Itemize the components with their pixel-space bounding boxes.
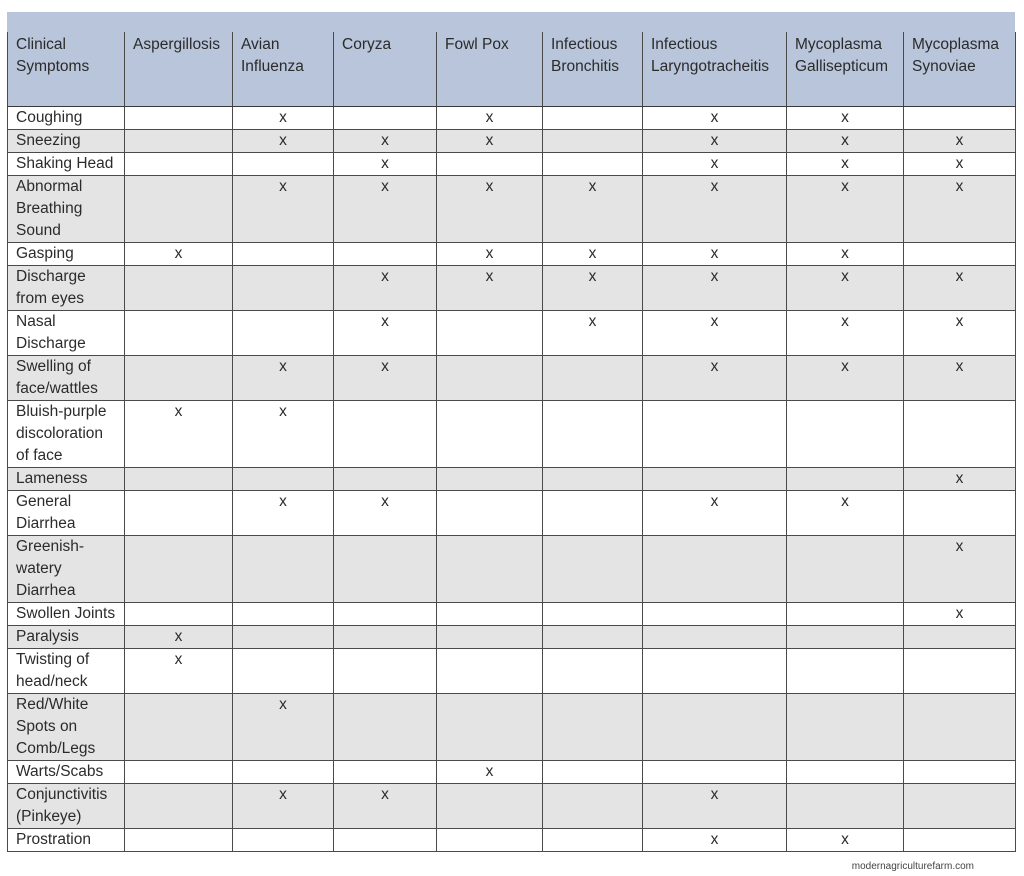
mark-cell [125,311,233,356]
mark-cell [334,829,437,852]
symptom-cell: Abnormal Breathing Sound [8,176,125,243]
mark-cell: x [437,243,543,266]
mark-cell [437,603,543,626]
mark-cell: x [233,491,334,536]
mark-cell [125,694,233,761]
mark-cell [125,491,233,536]
mark-cell [787,536,904,603]
mark-cell [437,491,543,536]
mark-cell: x [543,311,643,356]
table-row [8,468,1016,491]
mark-cell: x [904,603,1016,626]
mark-cell [904,761,1016,784]
mark-cell [543,153,643,176]
mark-cell [643,626,787,649]
symptom-cell: Shaking Head [8,153,125,176]
mark-cell [125,536,233,603]
mark-cell [233,603,334,626]
table-row [8,401,1016,468]
mark-cell: x [787,829,904,852]
mark-cell [125,784,233,829]
table-row [8,311,1016,356]
mark-cell: x [904,536,1016,603]
mark-cell: x [125,401,233,468]
mark-cell [233,468,334,491]
table-row [8,626,1016,649]
column-header: Infectious Laryngotracheitis [643,32,787,107]
mark-cell [437,356,543,401]
mark-cell: x [437,266,543,311]
mark-cell [543,130,643,153]
mark-cell: x [543,243,643,266]
table-body [8,107,1016,852]
mark-cell [904,626,1016,649]
mark-cell [543,603,643,626]
mark-cell [334,626,437,649]
mark-cell: x [233,130,334,153]
header-row [8,32,1016,107]
table-row [8,107,1016,130]
column-header: Aspergillosis [125,32,233,107]
mark-cell: x [437,761,543,784]
symptom-cell: General Diarrhea [8,491,125,536]
mark-cell [543,356,643,401]
mark-cell [787,649,904,694]
mark-cell [334,649,437,694]
mark-cell [787,761,904,784]
mark-cell [787,626,904,649]
mark-cell [334,107,437,130]
mark-cell: x [334,311,437,356]
mark-cell: x [643,176,787,243]
mark-cell: x [643,356,787,401]
mark-cell [643,603,787,626]
mark-cell [643,536,787,603]
mark-cell: x [334,356,437,401]
mark-cell [125,603,233,626]
mark-cell [233,761,334,784]
mark-cell: x [643,784,787,829]
mark-cell: x [643,491,787,536]
mark-cell: x [233,356,334,401]
mark-cell [643,761,787,784]
mark-cell [643,649,787,694]
symptom-cell: Prostration [8,829,125,852]
mark-cell [437,694,543,761]
symptom-cell: Red/White Spots on Comb/Legs [8,694,125,761]
mark-cell: x [334,176,437,243]
mark-cell: x [437,130,543,153]
symptom-cell: Conjunctivitis (Pinkeye) [8,784,125,829]
mark-cell [904,784,1016,829]
mark-cell: x [904,356,1016,401]
table-row [8,536,1016,603]
mark-cell: x [543,266,643,311]
mark-cell: x [787,243,904,266]
column-header: Mycoplasma Synoviae [904,32,1016,107]
table-row [8,829,1016,852]
mark-cell [543,536,643,603]
mark-cell [125,356,233,401]
column-header: Coryza [334,32,437,107]
mark-cell: x [643,107,787,130]
mark-cell [125,266,233,311]
mark-cell [904,401,1016,468]
mark-cell: x [334,784,437,829]
mark-cell [437,626,543,649]
table-row [8,176,1016,243]
table-row [8,243,1016,266]
mark-cell: x [643,153,787,176]
table-header-band [7,12,1015,32]
mark-cell [334,401,437,468]
mark-cell [233,829,334,852]
symptom-cell: Swollen Joints [8,603,125,626]
table-header [8,32,1016,107]
mark-cell [543,761,643,784]
mark-cell: x [787,176,904,243]
mark-cell: x [904,130,1016,153]
mark-cell: x [643,266,787,311]
symptom-cell: Greenish-watery Diarrhea [8,536,125,603]
mark-cell [904,243,1016,266]
mark-cell [543,649,643,694]
mark-cell [437,153,543,176]
mark-cell: x [233,784,334,829]
mark-cell [543,626,643,649]
mark-cell [334,243,437,266]
mark-cell: x [643,311,787,356]
mark-cell [643,468,787,491]
mark-cell: x [543,176,643,243]
mark-cell [543,829,643,852]
mark-cell [233,626,334,649]
mark-cell [334,694,437,761]
mark-cell: x [334,491,437,536]
mark-cell [437,784,543,829]
mark-cell: x [125,243,233,266]
mark-cell [233,153,334,176]
mark-cell: x [233,401,334,468]
symptom-cell: Bluish-purple discoloration of face [8,401,125,468]
mark-cell [787,603,904,626]
mark-cell: x [904,468,1016,491]
mark-cell [437,829,543,852]
mark-cell [787,401,904,468]
mark-cell [334,536,437,603]
table-row [8,649,1016,694]
table-row [8,603,1016,626]
column-header: Avian Influenza [233,32,334,107]
mark-cell [334,761,437,784]
mark-cell [233,649,334,694]
mark-cell [543,694,643,761]
mark-cell: x [787,356,904,401]
watermark: modernagriculturefarm.com [851,861,974,872]
mark-cell: x [787,491,904,536]
symptom-cell: Swelling of face/wattles [8,356,125,401]
table-row [8,153,1016,176]
mark-cell [904,829,1016,852]
mark-cell [437,536,543,603]
mark-cell [125,176,233,243]
symptom-cell: Warts/Scabs [8,761,125,784]
mark-cell: x [787,107,904,130]
mark-cell: x [643,130,787,153]
mark-cell [643,401,787,468]
mark-cell [543,784,643,829]
mark-cell: x [904,266,1016,311]
mark-cell: x [334,266,437,311]
mark-cell [904,694,1016,761]
symptom-cell: Nasal Discharge [8,311,125,356]
symptom-cell: Twisting of head/neck [8,649,125,694]
mark-cell [125,468,233,491]
mark-cell: x [904,153,1016,176]
mark-cell: x [787,153,904,176]
mark-cell [543,401,643,468]
mark-cell [437,311,543,356]
table-row [8,130,1016,153]
column-header: Infectious Bronchitis [543,32,643,107]
mark-cell: x [437,107,543,130]
table-row [8,694,1016,761]
mark-cell [904,649,1016,694]
mark-cell [125,153,233,176]
mark-cell [787,694,904,761]
mark-cell: x [233,176,334,243]
column-header: Clinical Symptoms [8,32,125,107]
mark-cell [125,829,233,852]
mark-cell [125,761,233,784]
mark-cell [233,536,334,603]
mark-cell: x [904,311,1016,356]
table-row [8,784,1016,829]
symptom-cell: Sneezing [8,130,125,153]
symptom-cell: Gasping [8,243,125,266]
mark-cell [904,491,1016,536]
table-row [8,356,1016,401]
mark-cell: x [904,176,1016,243]
table-row [8,266,1016,311]
mark-cell: x [787,266,904,311]
mark-cell: x [643,829,787,852]
mark-cell [233,311,334,356]
mark-cell [643,694,787,761]
mark-cell: x [125,626,233,649]
mark-cell [334,603,437,626]
mark-cell: x [125,649,233,694]
mark-cell: x [437,176,543,243]
mark-cell [904,107,1016,130]
symptom-cell: Paralysis [8,626,125,649]
mark-cell: x [643,243,787,266]
mark-cell [787,468,904,491]
mark-cell: x [233,694,334,761]
mark-cell: x [334,130,437,153]
mark-cell [437,401,543,468]
mark-cell [334,468,437,491]
mark-cell: x [787,311,904,356]
table-row [8,761,1016,784]
mark-cell [787,784,904,829]
mark-cell [125,130,233,153]
symptom-cell: Lameness [8,468,125,491]
mark-cell [543,491,643,536]
mark-cell: x [334,153,437,176]
mark-cell [437,649,543,694]
mark-cell [125,107,233,130]
table-row [8,491,1016,536]
mark-cell [233,266,334,311]
symptom-table [7,32,1016,852]
column-header: Fowl Pox [437,32,543,107]
symptom-cell: Coughing [8,107,125,130]
symptom-cell: Discharge from eyes [8,266,125,311]
mark-cell [543,107,643,130]
mark-cell [233,243,334,266]
mark-cell [543,468,643,491]
mark-cell: x [787,130,904,153]
mark-cell: x [233,107,334,130]
mark-cell [437,468,543,491]
column-header: Mycoplasma Gallisepticum [787,32,904,107]
